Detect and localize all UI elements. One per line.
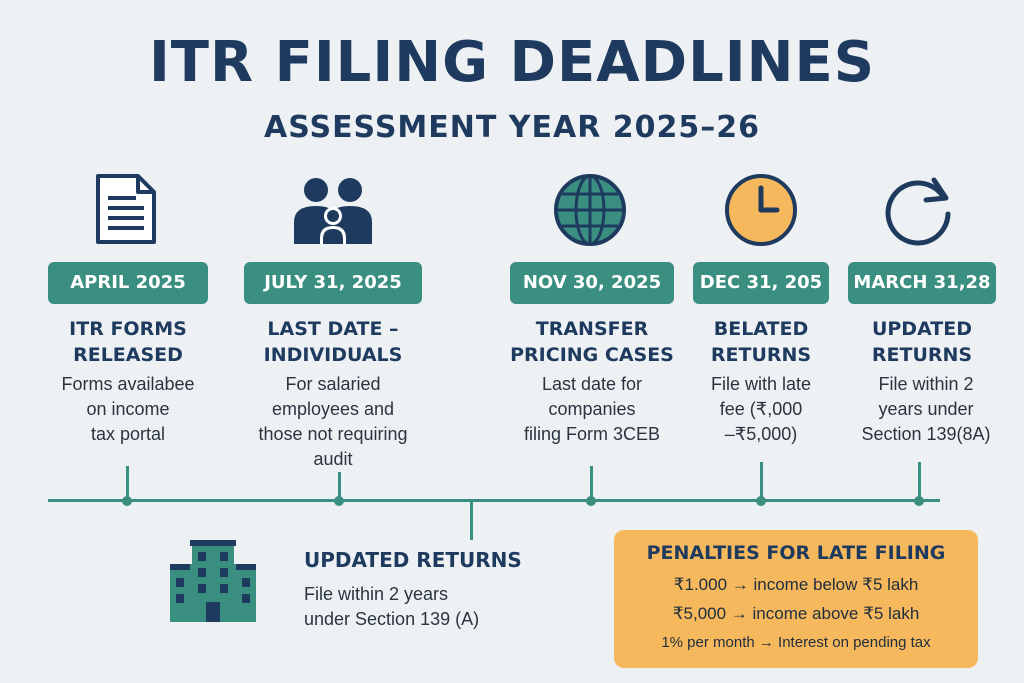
milestone-heading: UPDATED RETURNS [871,318,973,366]
milestone-date: NOV 30, 2025 [510,262,674,304]
milestone-description: Forms availabee on income tax portal [61,374,195,444]
milestone-description: Last date for companies filing Form 3CEB [523,374,661,444]
penalty-line: 1% per month → Interest on pending tax [661,634,931,651]
updated-returns-description: File within 2 years under Section 139 (A) [304,584,480,629]
milestone-description: File with late fee (₹,000 –₹5,000) [710,374,812,444]
milestone-description: File within 2 years under Section 139(8A) [861,374,991,444]
people-icon [292,172,374,246]
page-title: ITR FILING DEADLINES [148,30,876,95]
timeline-dot [334,496,344,506]
building-icon [170,540,256,622]
timeline-dot [122,496,132,506]
timeline-dot [914,496,924,506]
milestone-heading: TRANSFER PRICING CASES [510,318,674,366]
penalty-line: ₹5,000 → income above ₹5 lakh [672,604,920,623]
milestone-heading: LAST DATE – INDIVIDUALS [263,318,403,366]
penalties-box [614,530,978,668]
milestone-date: DEC 31, 205 [693,262,829,304]
document-icon [94,172,158,246]
timeline-dot [586,496,596,506]
milestone-description: For salaried employees and those not requiring audit [258,374,408,469]
milestone-heading: ITR FORMS RELEASED [69,318,187,366]
timeline-tick-down [470,500,473,540]
milestone-date: MARCH 31,28 [848,262,996,304]
updated-returns-heading: UPDATED RETURNS [304,548,522,572]
milestone-date: JULY 31, 2025 [244,262,422,304]
penalty-line: ₹1.000 → income below ₹5 lakh [673,575,919,594]
penalties-title: PENALTIES FOR LATE FILING [646,542,946,564]
clock-icon [723,172,799,248]
milestone-heading: BELATED RETURNS [710,318,812,366]
timeline-line [48,499,940,502]
timeline-dot [756,496,766,506]
page-subtitle: ASSESSMENT YEAR 2025–26 [263,110,761,145]
milestone-date: APRIL 2025 [48,262,208,304]
globe-icon [552,172,628,248]
refresh-icon [880,172,956,248]
